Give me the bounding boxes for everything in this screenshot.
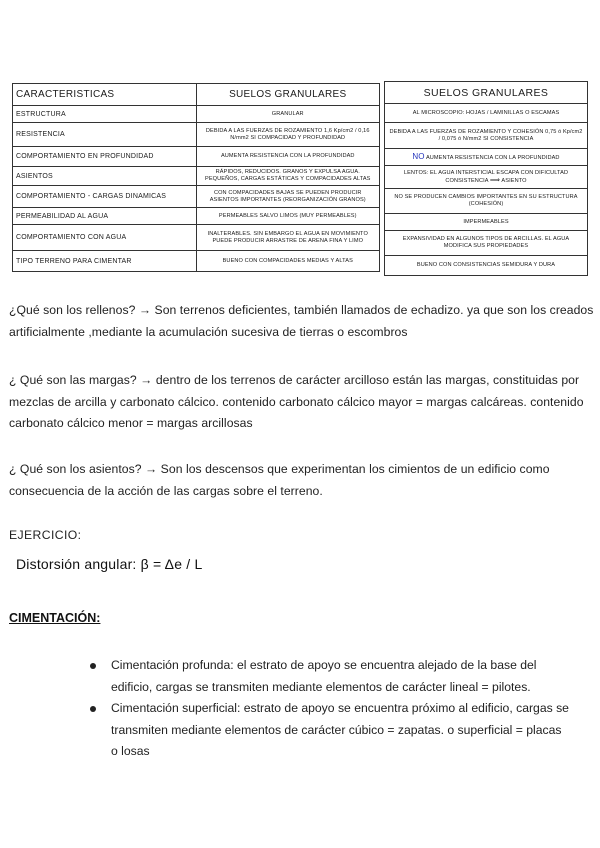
characteristics-table xyxy=(12,83,380,272)
row-label: COMPORTAMIENTO - CARGAS DINAMICAS xyxy=(13,186,197,208)
cimentacion-list xyxy=(90,655,570,763)
table-row xyxy=(13,251,380,272)
row-value: DEBIDA A LAS FUERZAS DE ROZAMIENTO Y COHESIÓN 0,75 ó Kp/cm2 / 0,075 ó N/mm2 SI CONSISTENCIA xyxy=(385,123,588,149)
table-row xyxy=(13,186,380,208)
row-label: ESTRUCTURA xyxy=(13,106,197,123)
row-value: NO SE PRODUCEN CAMBIOS IMPORTANTES EN SU ESTRUCTURA (COHESIÓN) xyxy=(385,189,588,214)
comparison-table xyxy=(384,81,588,276)
row-label: PERMEABILIDAD AL AGUA xyxy=(13,208,197,225)
row-value: LENTOS: EL AGUA INTERSTICIAL ESCAPA CON DIFICULTAD xyxy=(403,169,569,176)
list-item-text: Cimentación superficial: estrato de apoyo se encuentra próximo al edificio, cargas se transmiten mediante elementos de carácter cúbico = zapatas. o superficial = placas o losas xyxy=(111,701,569,758)
row-value: BUENO CON COMPACIDADES MEDIAS Y ALTAS xyxy=(196,251,380,272)
distorsion-formula: Distorsión angular: β = Δe / L xyxy=(16,556,203,572)
row-label: ASIENTOS xyxy=(13,167,197,186)
row-value: AUMENTA RESISTENCIA CON LA PROFUNDIDAD xyxy=(196,147,380,167)
table-row xyxy=(385,189,588,214)
arrow-icon: ⟹ xyxy=(489,176,501,184)
header-suelos-granulares: SUELOS GRANULARES xyxy=(196,84,380,106)
row-value-cell xyxy=(385,149,588,166)
row-value: GRANULAR xyxy=(196,106,380,123)
table-header-row xyxy=(385,82,588,104)
list-item xyxy=(90,655,570,698)
row-value-consistencia: CONSISTENCIA xyxy=(445,177,489,184)
table-row xyxy=(385,256,588,276)
row-value: BUENO CON CONSISTENCIAS SEMIDURA Y DURA xyxy=(385,256,588,276)
cimentacion-title: CIMENTACIÓN: xyxy=(9,611,101,625)
row-value-asiento: ASIENTO xyxy=(501,177,527,184)
table-row xyxy=(385,123,588,149)
row-value: CON COMPACIDADES BAJAS SE PUEDEN PRODUCIR ASIENTOS IMPORTANTES (REORGANIZACIÓN GRANOS) xyxy=(196,186,380,208)
paragraph-rellenos: ¿Qué son los rellenos? → Son terrenos deficientes, también llamados de echadizo. ya que son los creados artificialmente ,mediante la acumulación sucesiva de tierras o escombros xyxy=(9,303,594,339)
table-row xyxy=(385,149,588,166)
table-row xyxy=(13,123,380,147)
row-value: IMPERMEABLES xyxy=(385,214,588,231)
no-handwritten: NO xyxy=(412,151,425,161)
table-row xyxy=(13,106,380,123)
row-value: PERMEABLES SALVO LIMOS (MUY PERMEABLES) xyxy=(196,208,380,225)
row-value: EXPANSIVIDAD EN ALGUNOS TIPOS DE ARCILLAS. EL AGUA MODIFICA SUS PROPIEDADES xyxy=(385,231,588,256)
row-value-cell xyxy=(385,166,588,189)
table-row xyxy=(13,208,380,225)
table-row xyxy=(385,104,588,123)
row-label: TIPO TERRENO PARA CIMENTAR xyxy=(13,251,197,272)
table-row xyxy=(13,147,380,167)
row-value: INALTERABLES. SIN EMBARGO EL AGUA EN MOVIMIENTO PUEDE PRODUCIR ARRASTRE DE ARENA FINA Y LIMO xyxy=(196,225,380,251)
table-row xyxy=(385,231,588,256)
row-value: DEBIDA A LAS FUERZAS DE ROZAMIENTO 1,6 Kp/cm2 / 0,16 N/mm2 SI COMPACIDAD Y PROFUNDIDAD xyxy=(196,123,380,147)
bullet-icon xyxy=(90,663,96,669)
row-value: RÁPIDOS, REDUCIDOS. GRANOS Y EXPULSA AGUA. PEQUEÑOS, CARGAS ESTÁTICAS Y COMPACIDADES ALTAS xyxy=(196,167,380,186)
table-row xyxy=(13,167,380,186)
ejercicio-label: EJERCICIO: xyxy=(9,528,82,542)
row-value: AUMENTA RESISTENCIA CON LA PROFUNDIDAD xyxy=(424,154,560,161)
bullet-icon xyxy=(90,706,96,712)
table-header-row xyxy=(13,84,380,106)
header-suelos-granulares-right: SUELOS GRANULARES xyxy=(385,82,588,104)
paragraph-asientos: ¿ Qué son los asientos? → Son los descensos que experimentan los cimientos de un edificio como consecuencia de la acción de las cargas sobre el terreno. xyxy=(9,462,550,498)
row-label: RESISTENCIA xyxy=(13,123,197,147)
row-label: COMPORTAMIENTO EN PROFUNDIDAD xyxy=(13,147,197,167)
row-label: COMPORTAMIENTO CON AGUA xyxy=(13,225,197,251)
table-row xyxy=(385,166,588,189)
table-row xyxy=(13,225,380,251)
header-caracteristicas: CARACTERISTICAS xyxy=(13,84,197,106)
paragraph-margas: ¿ Qué son las margas? → dentro de los terrenos de carácter arcilloso están las margas, constituidas por mezclas de arcilla y carbonato cálcico. contenido carbonato cálcico mayor = margas calcáreas. contenido carbonato cálcico menor = margas arcillosas xyxy=(9,373,584,430)
list-item-text: Cimentación profunda: el estrato de apoyo se encuentra alejado de la base del edificio, cargas se transmiten mediante elementos de carácter lineal = pilotes. xyxy=(111,658,537,694)
list-item xyxy=(90,698,570,763)
row-value: AL MICROSCOPIO: HOJAS / LAMINILLAS O ESCAMAS xyxy=(385,104,588,123)
table-row xyxy=(385,214,588,231)
